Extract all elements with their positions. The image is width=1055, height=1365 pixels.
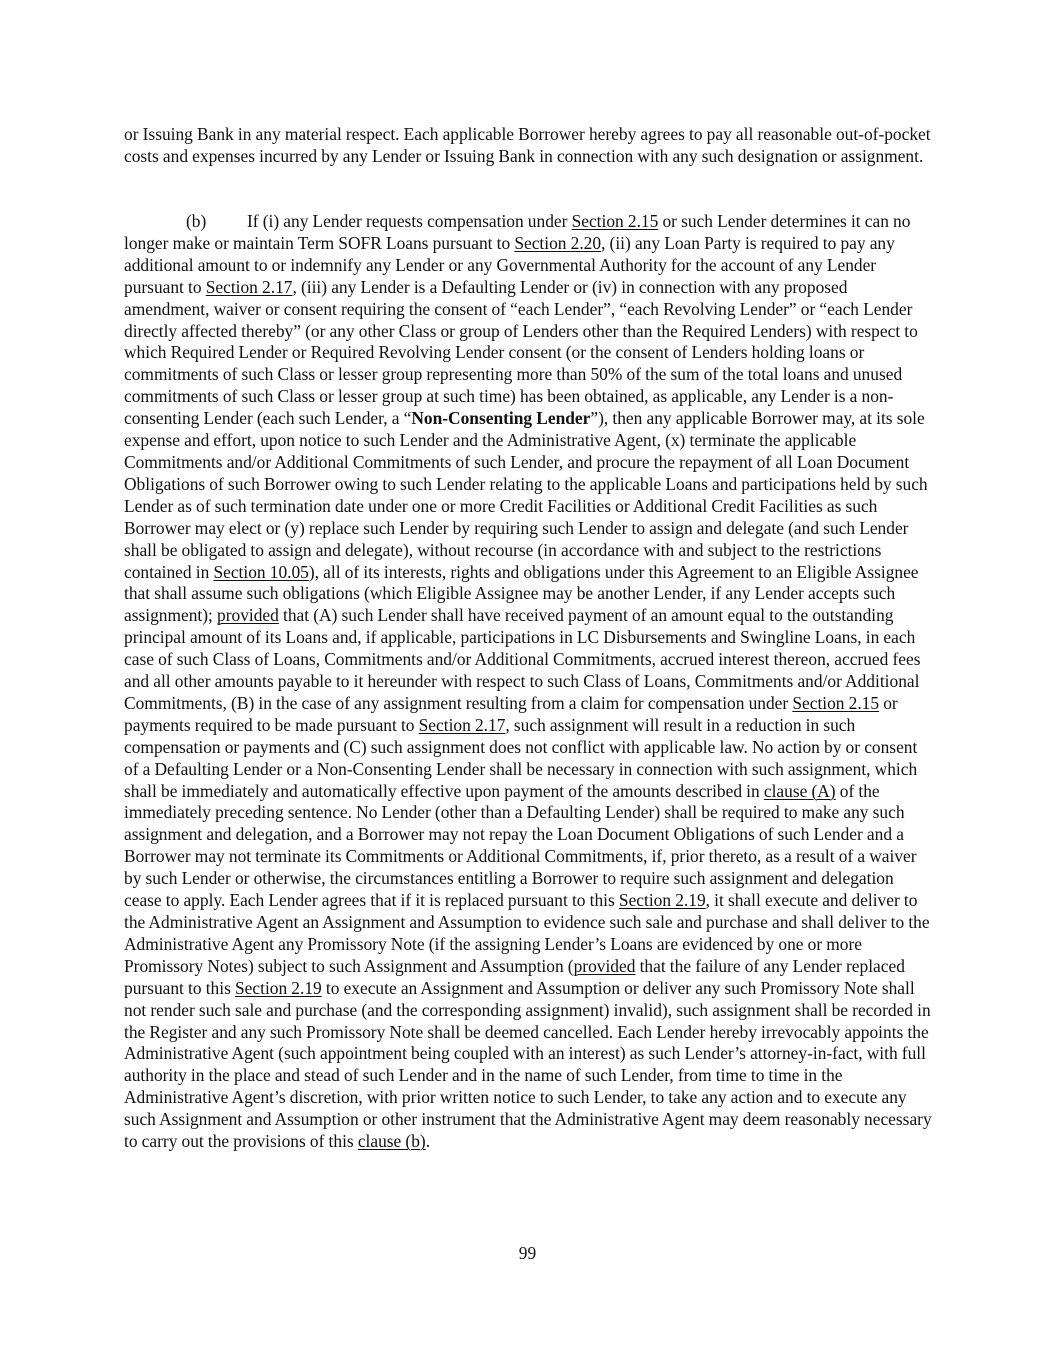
section-reference: Section 2.20	[514, 232, 602, 253]
paragraph-b-text: ”), then any applicable Borrower may, at its sole expense and effort, upon notice to such Lender and the Administrative Agent, (x) terminate the applicable Commitments and/or Additional Commitments of such Lender, and procure the repayment of all Loan Document Obligations of such Borrower owing to such Lender relating to the applicable Loans and participations held by such Lender as of such termination date under one or more Credit Facilities or Additional Credit Facilities as such Borrower may elect or (y) replace such Lender by requiring such Lender to assign and delegate (and such Lender shall be obligated to assign and delegate), without recourse (in accordance with and subject to the restrictions contained in	[124, 408, 928, 582]
paragraph-b-text: If (i) any Lender requests compensation under	[247, 211, 572, 231]
paragraph-b-text: that (A) such Lender shall have received payment of an amount equal to the outstanding principal amount of its Loans and, if applicable, participations in LC Disbursements and Swingline Loans, in each case of such Class of Loans, Commitments and/or Additional Commitments, accrued interest thereon, accrued fees and all other amounts payable to it hereunder with respect to such Class of Loans, Commitments and/or Additional Commitments, (B) in the case of any assignment resulting from a claim for compensation under	[124, 605, 921, 713]
section-reference: Section 2.15	[571, 211, 659, 231]
paragraph-continuation	[124, 124, 934, 168]
clause-label: (b)	[186, 211, 207, 231]
proviso-term: provided	[217, 605, 279, 626]
defined-term: Non-Consenting Lender	[411, 408, 591, 429]
paragraph-b-text: , (iii) any Lender is a Defaulting Lender or (iv) in connection with any proposed amendment, waiver or consent requiring the consent of “each Lender”, “each Revolving Lender” or “each Lender directly affected thereby” (or any other Class or group of Lenders other than the Required Lenders) with respect to which Required Lender or Required Revolving Lender consent (or the consent of Lenders holding loans or commitments of such Class or lesser group representing more than 50% of the sum of the total loans and unused commitments of such Class or lesser group at such time) has been obtained, as applicable, any Lender is a non-consenting Lender (each such Lender, a “	[124, 276, 918, 429]
paragraph-1-text: or Issuing Bank in any material respect. Each applicable Borrower hereby agrees to pay all reasonable out-of-pocket costs and expenses incurred by any Lender or Issuing Bank in connection with any such designation or assignment.	[124, 124, 931, 166]
proviso-term: provided	[573, 955, 636, 976]
section-reference: Section 2.19	[618, 890, 706, 911]
paragraph-b-text: ), all of its interests, rights and obligations under this Agreement to an Eligible Assignee that shall assume such obligations (which Eligible Assignee may be another Lender, if any Lender accepts such assignment);	[124, 561, 919, 626]
paragraph-b-text: , it shall execute and deliver to the Administrative Agent an Assignment and Assumption to evidence such sale and purchase and shall deliver to the Administrative Agent any Promissory Note (if the assigning Lender’s Loans are evidenced by one or more Promissory Notes) subject to such Assignment and Assumption (	[124, 890, 930, 976]
paragraph-b-text: , such assignment will result in a reduction in such compensation or payments and (C) such assignment does not conflict with applicable law. No action by or consent of a Defaulting Lender or a Non-Consenting Lender shall be necessary in connection with such assignment, which shall be immediately and automatically effective upon payment of the amounts described in	[124, 714, 918, 801]
paragraph-b-text: .	[425, 1131, 431, 1152]
clause-reference: clause (b)	[357, 1131, 426, 1152]
paragraph-b-text: or such Lender determines it can no longer make or maintain Term SOFR Loans pursuant to	[124, 211, 911, 253]
paragraph-b-text: that the failure of any Lender replaced pursuant to this	[124, 955, 905, 998]
section-reference: Section 2.19	[235, 977, 322, 998]
section-reference: Section 2.15	[792, 692, 880, 713]
paragraph-b-text: to execute an Assignment and Assumption or deliver any such Promissory Note shall not render such sale and purchase (and the corresponding assignment) invalid), such assignment shall be recorded in the Register and any such Promissory Note shall be deemed cancelled. Each Lender hereby irrevocably appoints the Administrative Agent (such appointment being coupled with an interest) as such Lender’s attorney-in-fact, with full authority in the place and stead of such Lender and in the name of such Lender, from time to time in the Administrative Agent’s discretion, with prior written notice to such Lender, to take any action and to execute any such Assignment and Assumption or other instrument that the Administrative Agent may deem reasonably necessary to carry out the provisions of this	[124, 977, 932, 1152]
paragraph-b-text: or payments required to be made pursuant to	[124, 692, 898, 735]
paragraph-b-text: of the immediately preceding sentence. No Lender (other than a Defaulting Lender) shall be required to make any such assignment and delegation, and a Borrower may not repay the Loan Document Obligations of such Lender and a Borrower may not terminate its Commitments or Additional Commitments, if, prior thereto, as a result of a waiver by such Lender or otherwise, the circumstances entitling a Borrower to require such assignment and delegation cease to apply. Each Lender agrees that if it is replaced pursuant to this	[124, 780, 917, 911]
section-reference: Section 2.17	[418, 714, 506, 735]
paragraph-b	[124, 211, 934, 1153]
paragraph-b-text: , (ii) any Loan Party is required to pay any additional amount to or indemnify any Lender or any Governmental Authority for the account of any Lender pursuant to	[124, 232, 895, 297]
section-reference: Section 2.17	[205, 276, 293, 297]
section-reference: Section 10.05	[213, 561, 309, 582]
page-number: 99	[518, 1243, 537, 1263]
clause-reference: clause (A)	[763, 780, 836, 801]
